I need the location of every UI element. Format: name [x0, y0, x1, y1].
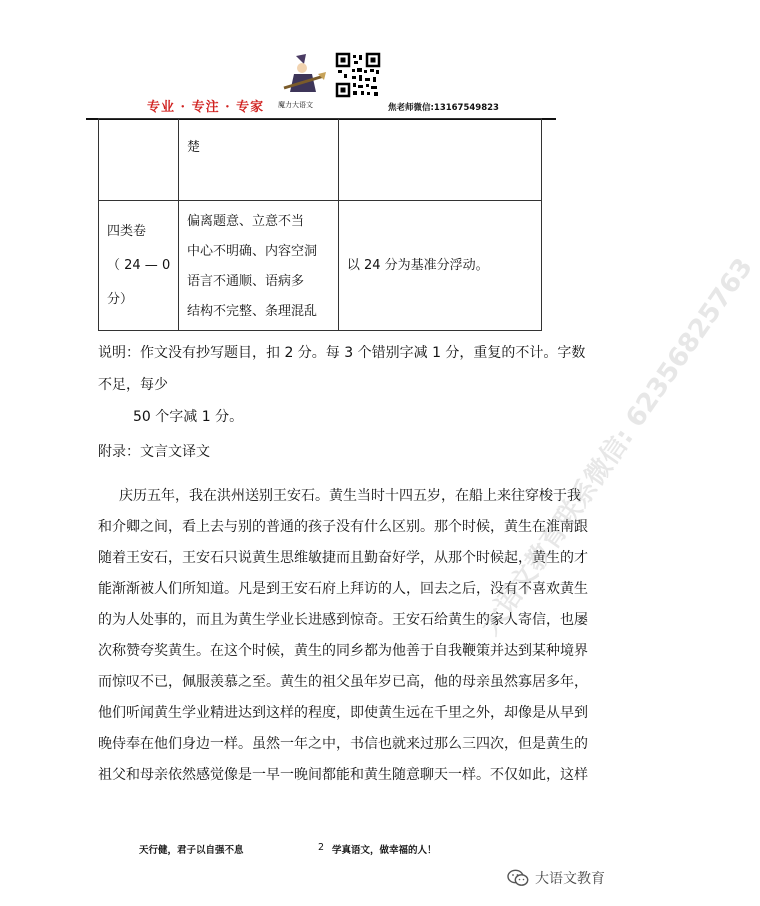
paragraph-line: 晚侍奉在他们身边一样。虽然一年之中，书信也就来过那么三四次，但是黄生的: [98, 736, 588, 752]
footer-slogan: 学真语文，做幸福的人！: [332, 845, 437, 856]
score-cell: 以 24 分为基准分浮动。: [338, 201, 541, 331]
paragraph-line: 能渐渐被人们所知道。凡是到王安石府上拜访的人，回去之后，没有不喜欢黄生: [98, 581, 588, 597]
paragraph-line: 他们听闻黄生学业精进达到这样的程度，即使黄生远在千里之外，却像是从早到: [98, 705, 588, 721]
witch-logo-icon: [282, 52, 326, 98]
paragraph-line: 的为人处事的，而且为黄生学业长进感到惊奇。王安石给黄生的家人寄信，也屡: [98, 612, 588, 628]
criteria-cell: [178, 201, 338, 331]
grade-cell: [99, 201, 179, 331]
paragraph-line: 祖父和母亲依然感觉像是一早一晚间都能和黄生随意聊天一样。不仅如此，这样: [98, 767, 588, 783]
paragraph-line: 庆历五年，我在洪州送别王安石。黄生当时十四五岁，在船上来往穿梭于我: [119, 488, 581, 504]
paragraph-line: 和介卿之间，看上去与别的普通的孩子没有什么区别。那个时候，黄生在淮南跟: [98, 519, 588, 535]
header-wechat: 焦老师微信:13167549823: [388, 103, 499, 113]
brand-badge: [507, 868, 605, 888]
note-line: 50 个字减 1 分。: [133, 409, 244, 425]
criteria-line: 偏离题意、立意不当: [186, 214, 304, 229]
grade-line: 四类卷: [107, 223, 147, 239]
criteria-line: 中心不明确、内容空洞: [186, 244, 317, 259]
scoring-table: [98, 118, 542, 331]
page-number: 2: [318, 842, 325, 853]
wechat-icon: [507, 869, 529, 887]
brand-name: 大语文教育: [535, 871, 605, 887]
note-line: 不足，每少: [98, 377, 168, 393]
table-row: [99, 201, 542, 331]
header-slogan: 专业 · 专注 · 专家: [147, 100, 265, 115]
paragraph-line: 而惊叹不已，佩服羡慕之至。黄生的祖父虽年岁已高，他的母亲虽然寡居多年，: [98, 674, 588, 690]
grade-line: 分）: [107, 291, 134, 307]
grade-cell: [99, 119, 179, 201]
qr-code-icon: [335, 52, 381, 98]
paragraph-line: 随着王安石，王安石只说黄生思维敏捷而且勤奋好学，从那个时候起，黄生的才: [98, 550, 588, 566]
paragraph-line: 次称赞夸奖黄生。在这个时候，黄生的同乡都为他善于自我鞭策并达到某种境界: [98, 643, 588, 659]
footer-motto: 天行健，君子以自强不息: [139, 845, 244, 856]
table-row: [99, 119, 542, 201]
criteria-line: 结构不完整、条理混乱: [186, 304, 317, 319]
appendix-title: 附录：文言文译文: [98, 444, 210, 460]
grade-line: （ 24 — 0: [107, 257, 171, 273]
translation-paragraph: [98, 481, 588, 791]
note-line: 说明：作文没有抄写题目，扣 2 分。每 3 个错别字减 1 分，重复的不计。字数: [98, 345, 586, 361]
watermark: 大语文教育联系微信: 62356825763: [474, 252, 760, 641]
score-cell: [338, 119, 541, 201]
criteria-line: 语言不通顺、语病多: [186, 274, 304, 289]
criteria-cell: 楚: [178, 119, 338, 201]
logo-text: 魔力大语文: [278, 101, 313, 109]
